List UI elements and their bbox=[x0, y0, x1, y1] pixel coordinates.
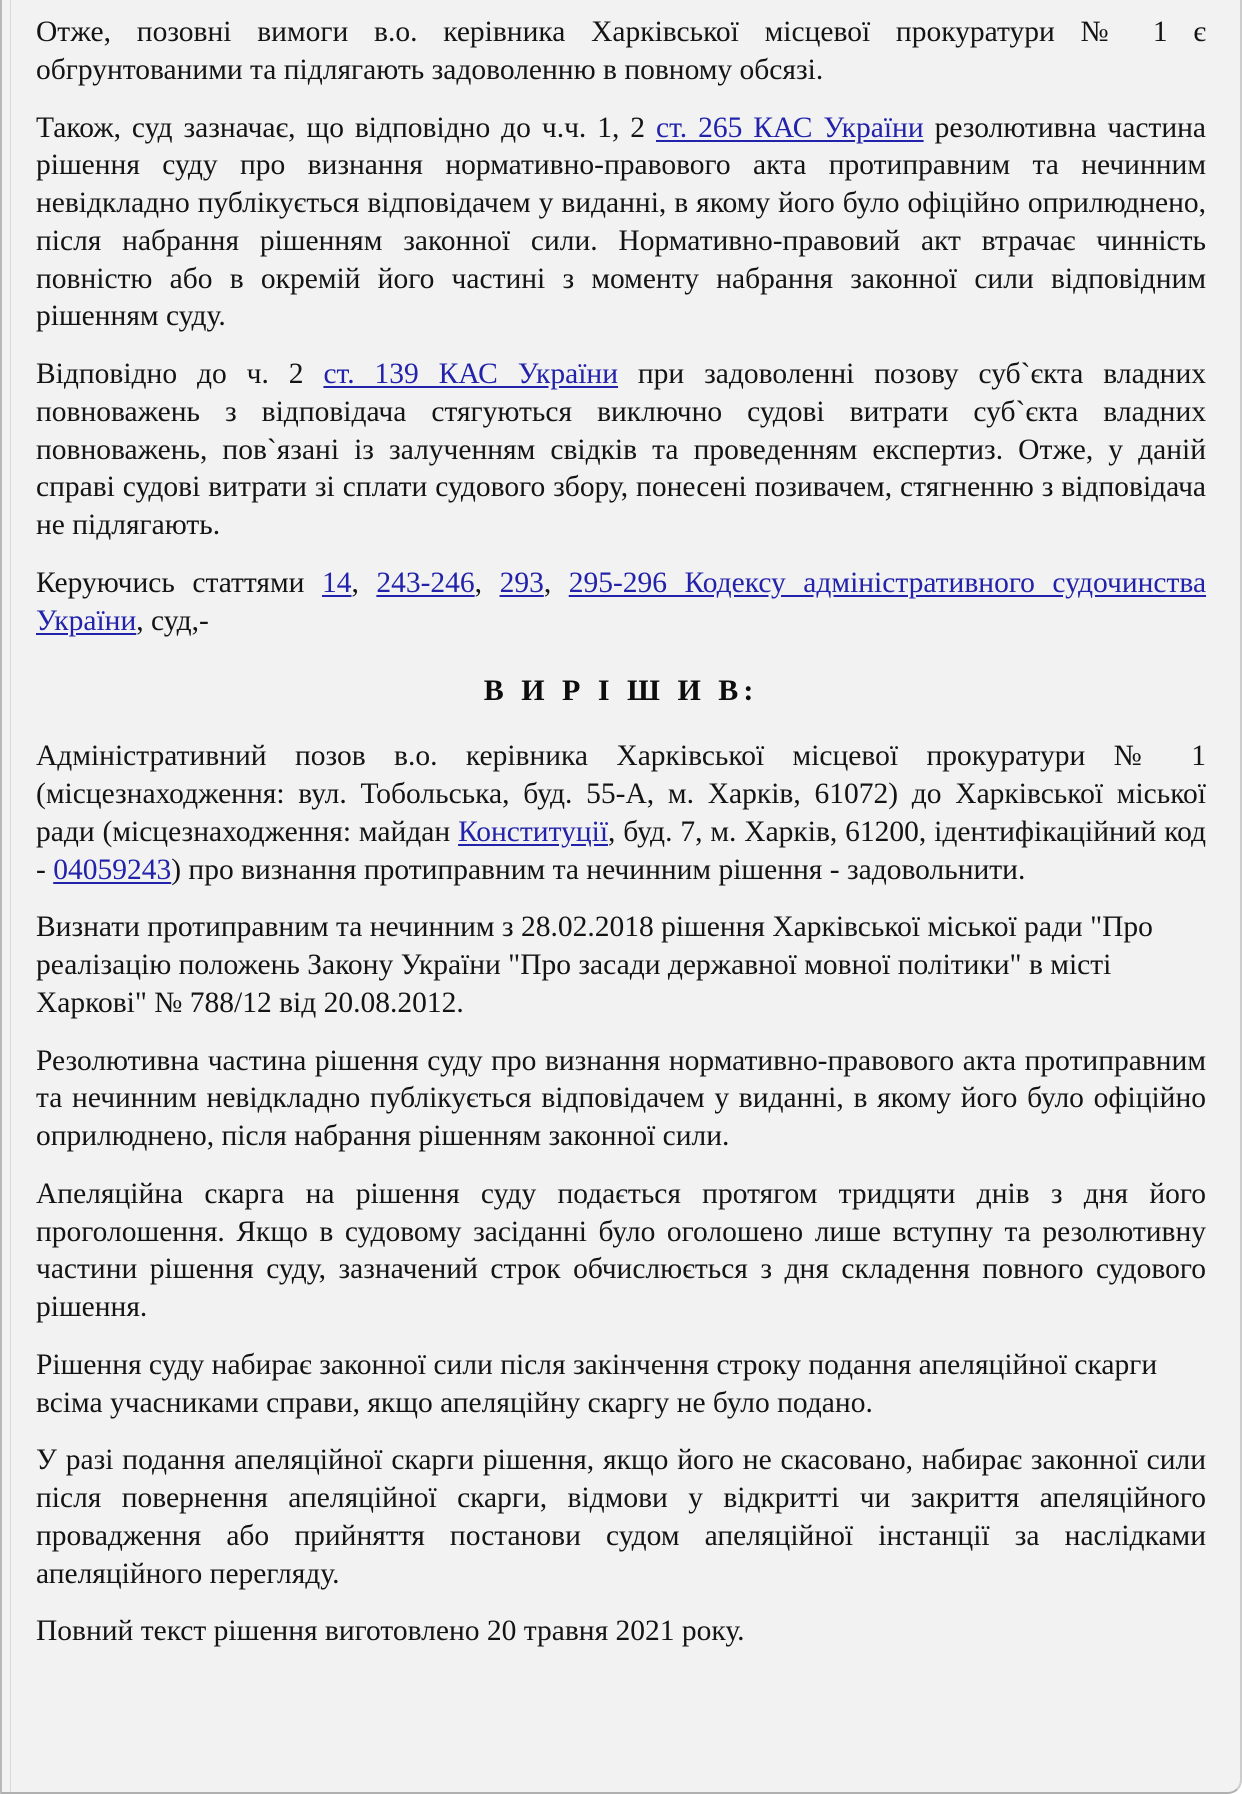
paragraph-text: Резолютивна частина рішення суду про визнання нормативно-правового акта протиправним та нечинним невідкладно публікується відповідачем у виданні, в якому його було офіційно оприлюднено, після набрання рішенням законної сили. bbox=[36, 1044, 1206, 1152]
paragraph-text: Також, суд зазначає, що відповідно до ч.ч. 1, 2 bbox=[36, 111, 656, 144]
paragraph-text: при задоволенні позову суб`єкта владних повноважень з відповідача стягуються виключно судові витрати суб`єкта владних повноважень, пов`язані із залученням свідків та проведенням експертиз. Отже, у даній справі судові витрати зі сплати судового збору, понесені позивачем, стягненню з відповідача не підлягають. bbox=[36, 358, 1206, 541]
paragraph bbox=[36, 1176, 1206, 1327]
legal-reference-link[interactable]: ст. 265 КАС України bbox=[655, 111, 924, 144]
paragraph bbox=[36, 909, 1206, 1022]
paragraph bbox=[36, 1347, 1206, 1423]
paragraph-text: ) про визнання протиправним та нечинним рішення - задовольнити. bbox=[171, 853, 1026, 886]
paragraph-text: Визнати протиправним та нечинним з 28.02.2018 рішення Харківської міської ради "Про реалізацію положень Закону України "Про засади державної мовної політики" в місті Харкові" № 788/12 від 20.08.2012. bbox=[36, 911, 1153, 1019]
paragraph-text: Отже, позовні вимоги в.о. керівника Харківської місцевої прокуратури № 1 є обгрунтованими та підлягають задоволенню в повному обсязі. bbox=[36, 16, 1206, 86]
paragraph bbox=[36, 1043, 1206, 1156]
legal-reference-link[interactable]: 243-246 bbox=[376, 566, 475, 599]
document-body bbox=[36, 14, 1206, 1651]
legal-reference-link[interactable]: 14 bbox=[321, 566, 352, 599]
paragraph bbox=[36, 738, 1206, 889]
paragraph bbox=[36, 565, 1206, 641]
paragraph bbox=[36, 1442, 1206, 1593]
paragraph-text: , буд. 7, м. Харків, 61200, ідентифікаційний код - bbox=[36, 815, 1206, 886]
paragraph-text: , bbox=[543, 566, 569, 599]
paragraph-text: Апеляційна скарга на рішення суду подається протягом тридцяти днів з дня його проголошення. Якщо в судовому засіданні було оголошено лише вступну та резолютивну частини рішення суду, зазначений строк обчислюється з дня складення повного судового рішення. bbox=[36, 1177, 1206, 1323]
paragraph-text: У разі подання апеляційної скарги рішення, якщо його не скасовано, набирає законної сили після повернення апеляційної скарги, відмови у відкритті чи закриття апеляційного провадження або прийняття постанови судом апеляційної інстанції за наслідками апеляційного перегляду. bbox=[36, 1444, 1206, 1590]
paragraph-text: Повний текст рішення виготовлено 20 травня 2021 року. bbox=[36, 1615, 745, 1648]
paragraph bbox=[36, 1613, 1206, 1651]
paragraph bbox=[36, 14, 1206, 90]
paragraph bbox=[36, 356, 1206, 545]
paragraph-text: Рішення суду набирає законної сили після закінчення строку подання апеляційної скарги всіма учасниками справи, якщо апеляційну скаргу не було подано. bbox=[36, 1348, 1158, 1419]
paragraph-text: , bbox=[351, 566, 377, 599]
paragraph-text: , суд,- bbox=[136, 604, 209, 637]
legal-reference-link[interactable]: 295-296 Кодексу адміністративного судочинства України bbox=[36, 566, 1207, 637]
paragraph-text: Керуючись статтями bbox=[36, 566, 322, 599]
legal-reference-link[interactable]: ст. 139 КАС України bbox=[323, 358, 618, 390]
paragraph-text: Відповідно до ч. 2 bbox=[36, 358, 324, 390]
ruling-heading: В И Р І Ш И В: bbox=[483, 674, 759, 708]
paragraph-text: , bbox=[474, 566, 500, 599]
paragraph bbox=[36, 110, 1206, 337]
paragraph-text: Адміністративний позов в.о. керівника Харківської місцевої прокуратури № 1 (місцезнаходження: вул. Тобольська, буд. 55-А, м. Харків, 61072) до Харківської міської ради (місцезнаходження: майдан bbox=[36, 740, 1206, 848]
legal-reference-link[interactable]: 04059243 bbox=[53, 853, 172, 886]
paragraph-text: резолютивна частина рішення суду про визнання нормативно-правового акта протиправним та нечинним невідкладно публікується відповідачем у виданні, в якому його було офіційно оприлюднено, після набрання рішенням законної сили. Нормативно-правовий акт втрачає чинність повністю або в окремій його частині з моменту набрання законної сили відповідним рішенням суду. bbox=[36, 111, 1206, 333]
legal-reference-link[interactable]: 293 bbox=[499, 566, 544, 599]
legal-reference-link[interactable]: Конституції bbox=[458, 815, 609, 848]
